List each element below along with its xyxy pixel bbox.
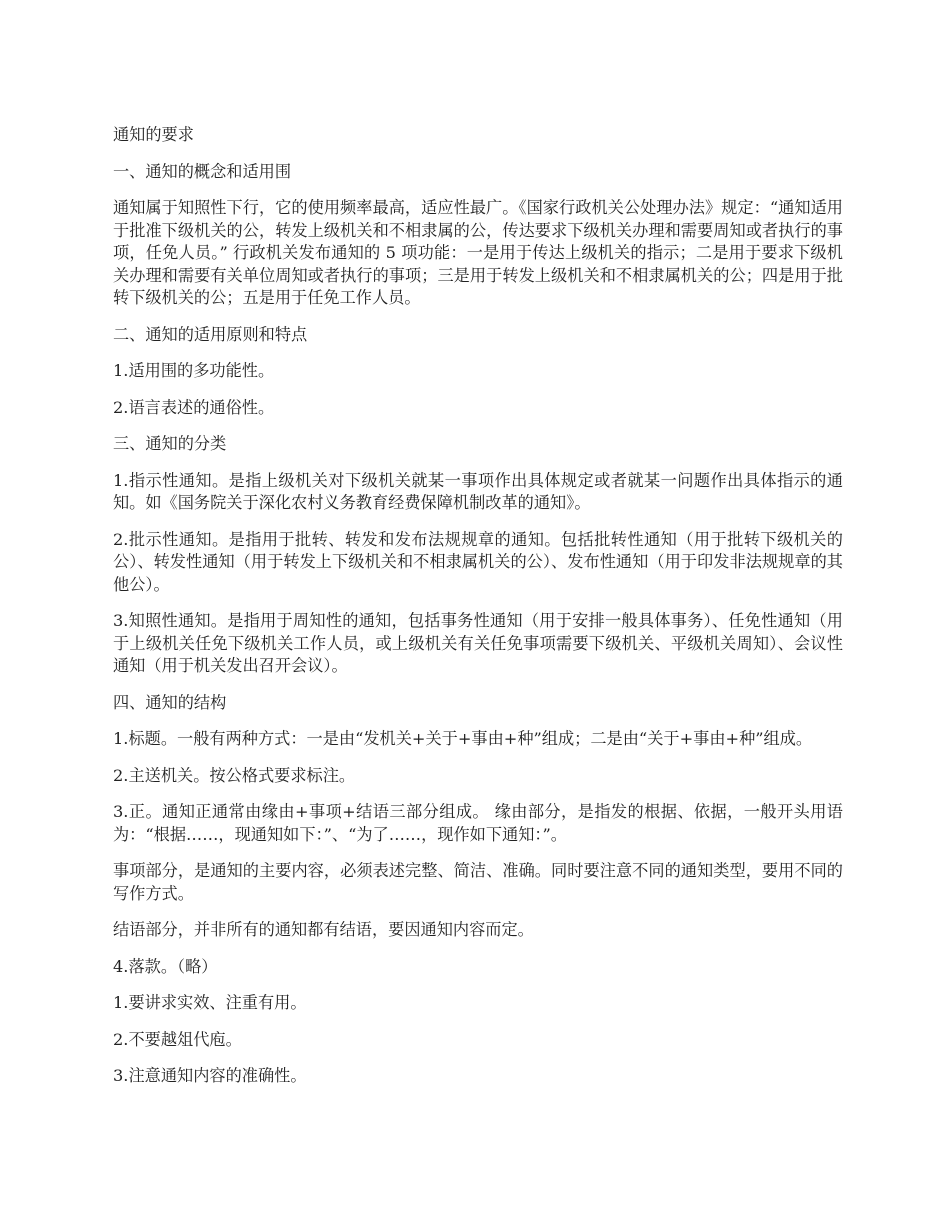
list-item-approval-notice: 2.批示性通知。是指用于批转、转发和发布法规规章的通知。包括批转性通知（用于批转下级机关的公）、转发性通知（用于转发上下级机关和不相隶属机关的公）、发布性通知（用于印发非法规规章的其他公）。 (113, 529, 843, 594)
list-item-body: 3.正。通知正通常由缘由+事项+结语三部分组成。 缘由部分，是指发的根据、依据，一般开头用语为：“根据……，现通知如下：”、“为了……，现作如下通知：”。 (113, 802, 843, 844)
section-heading-classification: 三、通知的分类 (113, 434, 227, 453)
list-item-directive-notice: 1.指示性通知。是指上级机关对下级机关就某一事项作出具体规定或者就某一问题作出具体指示的通知。如《国务院关于深化农村义务教育经费保障机制改革的通知》。 (113, 470, 843, 512)
paragraph-matters: 事项部分，是通知的主要内容，必须表述完整、简洁、准确。同时要注意不同的通知类型，要用不同的写作方式。 (113, 861, 843, 903)
section-heading-principles: 二、通知的适用原则和特点 (113, 324, 308, 344)
list-item-plain-language: 2.语言表述的通俗性。 (113, 397, 275, 417)
list-item-multifunction: 1.适用围的多功能性。 (113, 361, 275, 380)
document-body (113, 124, 843, 1102)
list-item-informational-notice: 3.知照性通知。是指用于周知性的通知，包括事务性通知（用于安排一般具体事务）、任免性通知（用于上级机关任免下级机关工作人员，或上级机关有关任免事项需要下级机关、平级机关周知）、会议性通知（用于机关发出召开会议）。 (113, 611, 843, 675)
document-title: 通知的要求 (113, 125, 194, 144)
section-heading-structure: 四、通知的结构 (113, 692, 227, 712)
list-item-accuracy: 3.注意通知内容的准确性。 (113, 1066, 307, 1085)
list-item-recipient: 2.主送机关。按公格式要求标注。 (113, 765, 356, 785)
paragraph-conclusion: 结语部分，并非所有的通知都有结语，要因通知内容而定。 (113, 920, 534, 939)
list-item-effectiveness: 1.要讲求实效、注重有用。 (113, 993, 307, 1012)
list-item-no-overstep: 2.不要越俎代庖。 (113, 1029, 242, 1049)
list-item-title: 1.标题。一般有两种方式：一是由“发机关+关于+事由+种”组成；二是由“关于+事由+种”组成。 (113, 729, 813, 748)
section-heading-concept: 一、通知的概念和适用围 (113, 161, 292, 181)
list-item-signature: 4.落款。（略） (113, 956, 218, 976)
paragraph-concept: 通知属于知照性下行，它的使用频率最高，适应性最广。《国家行政机关公处理办法》规定：“通知适用于批准下级机关的公，转发上级机关和不相隶属的公，传达要求下级机关办理和需要周知或者执行的事项，任免人员。” 行政机关发布通知的 5 项功能：一是用于传达上级机关的指示；二是用于要求下级机关办理和需要有关单位周知或者执行的事项；三是用于转发上级机关和不相隶属机关的公；四是用于批转下级机关的公；五是用于任免工作人员。 (113, 198, 843, 307)
